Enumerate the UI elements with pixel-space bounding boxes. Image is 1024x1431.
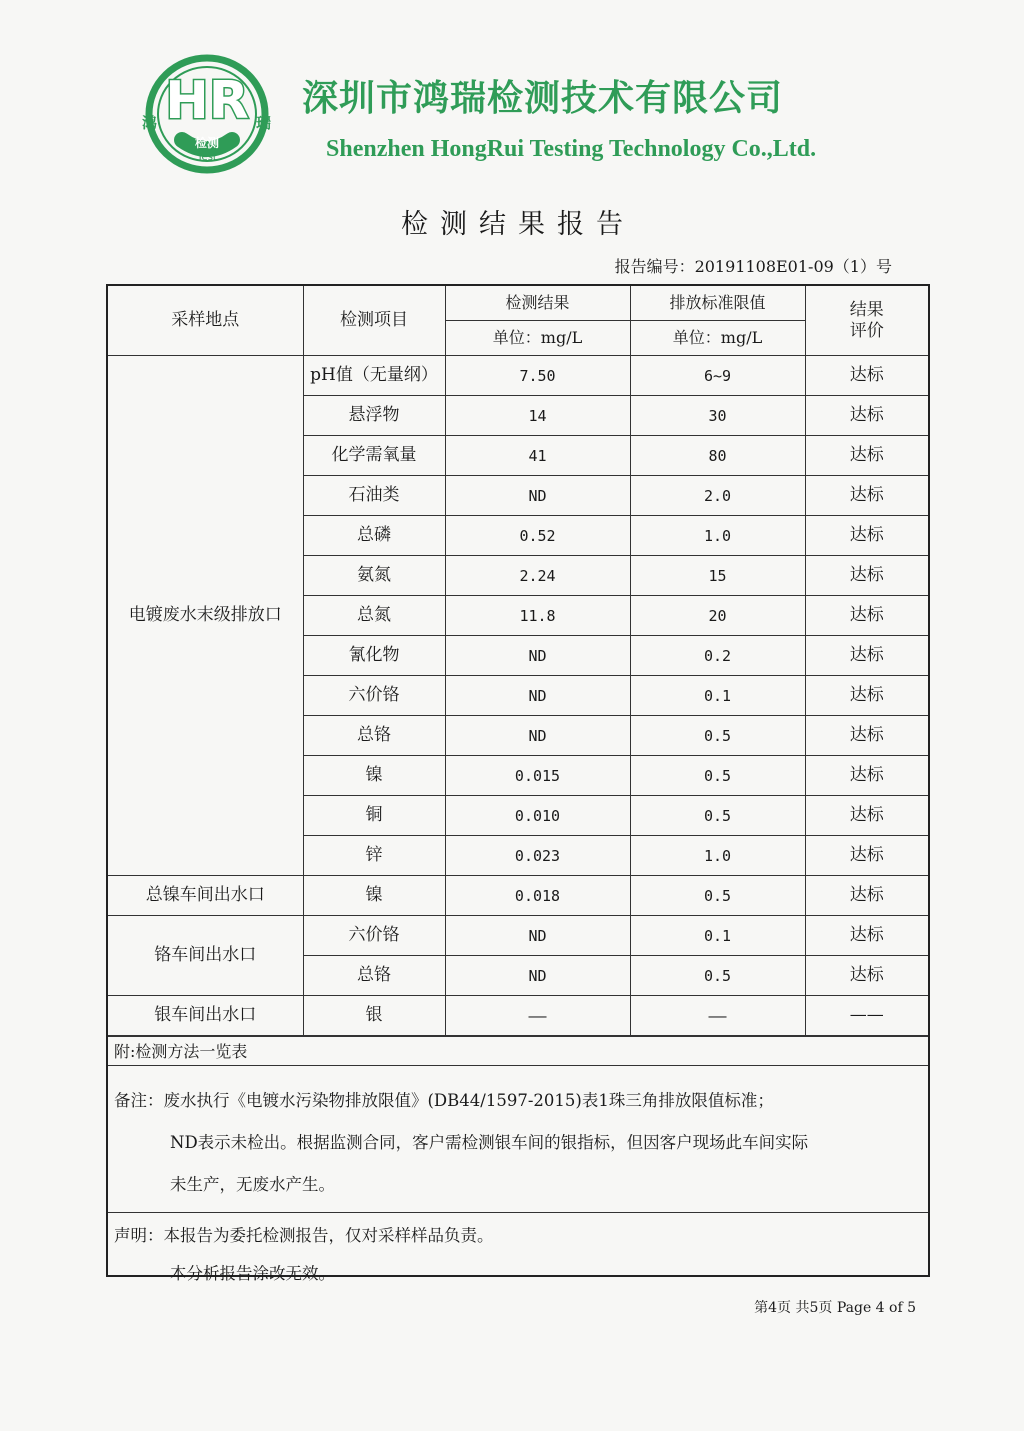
cell-limit: 2.0 <box>630 476 805 516</box>
cell-evaluation: 达标 <box>805 436 928 476</box>
cell-limit: 0.5 <box>630 756 805 796</box>
cell-result: 0.010 <box>445 796 630 836</box>
cell-result: ND <box>445 916 630 956</box>
results-table <box>108 286 928 1036</box>
cell-item: 氨氮 <box>303 556 445 596</box>
cell-result: ND <box>445 956 630 996</box>
cell-result: ND <box>445 716 630 756</box>
header-limit: 排放标准限值 <box>630 286 805 321</box>
cell-result: 7.50 <box>445 356 630 396</box>
cell-limit: 0.1 <box>630 676 805 716</box>
notes-section <box>108 1036 928 1301</box>
header-location: 采样地点 <box>108 286 303 356</box>
cell-evaluation: 达标 <box>805 516 928 556</box>
results-table-body <box>108 286 928 1036</box>
cell-item: 氰化物 <box>303 636 445 676</box>
cell-result: 11.8 <box>445 596 630 636</box>
cell-limit: —— <box>630 996 805 1036</box>
svg-text:Test: Test <box>197 152 217 163</box>
appendix-note: 附:检测方法一览表 <box>108 1037 928 1066</box>
declaration-block <box>108 1213 928 1301</box>
cell-evaluation: 达标 <box>805 876 928 916</box>
company-logo <box>138 50 276 178</box>
svg-text:瑞: 瑞 <box>256 114 272 132</box>
report-number: 报告编号：20191108E01-09（1）号 <box>614 257 892 276</box>
cell-item: pH值（无量纲） <box>303 356 445 396</box>
header-limit-unit: 单位：mg/L <box>630 321 805 356</box>
cell-item: 石油类 <box>303 476 445 516</box>
cell-evaluation: 达标 <box>805 836 928 876</box>
cell-item: 锌 <box>303 836 445 876</box>
cell-limit: 0.1 <box>630 916 805 956</box>
header-item: 检测项目 <box>303 286 445 356</box>
header-result: 检测结果 <box>445 286 630 321</box>
cell-evaluation: —— <box>805 996 928 1036</box>
table-row <box>108 996 928 1036</box>
results-sheet <box>106 284 930 1283</box>
svg-text:检测: 检测 <box>194 136 220 150</box>
cell-item: 铜 <box>303 796 445 836</box>
cell-item: 镍 <box>303 876 445 916</box>
cell-item: 六价铬 <box>303 676 445 716</box>
cell-limit: 0.5 <box>630 716 805 756</box>
cell-limit: 15 <box>630 556 805 596</box>
cell-result: 0.018 <box>445 876 630 916</box>
cell-limit: 0.5 <box>630 956 805 996</box>
declaration-text-1: 本报告为委托检测报告，仅对采样样品负责。 <box>163 1226 494 1245</box>
cell-limit: 1.0 <box>630 836 805 876</box>
cell-limit: 1.0 <box>630 516 805 556</box>
cell-result: 0.023 <box>445 836 630 876</box>
declaration-label: 声明： <box>114 1226 164 1245</box>
cell-result: ND <box>445 676 630 716</box>
remarks-text-1: 废水执行《电镀水污染物排放限值》(DB44/1597-2015)表1珠三角排放限值标准； <box>163 1091 774 1110</box>
declaration-line-2: 本分析报告涂改无效。 <box>170 1264 335 1283</box>
cell-evaluation: 达标 <box>805 716 928 756</box>
cell-result: 0.015 <box>445 756 630 796</box>
cell-evaluation: 达标 <box>805 756 928 796</box>
cell-result: 14 <box>445 396 630 436</box>
cell-evaluation: 达标 <box>805 956 928 996</box>
cell-evaluation: 达标 <box>805 796 928 836</box>
remarks-line-2: ND表示未检出。根据监测合同，客户需检测银车间的银指标，但因客户现场此车间实际 <box>170 1133 809 1152</box>
cell-limit: 0.5 <box>630 876 805 916</box>
table-header-row <box>108 286 928 321</box>
report-title: 检测结果报告 <box>401 209 635 240</box>
cell-item: 总氮 <box>303 596 445 636</box>
cell-item: 化学需氧量 <box>303 436 445 476</box>
cell-evaluation: 达标 <box>805 636 928 676</box>
cell-location: 铬车间出水口 <box>108 916 303 996</box>
remarks-line-1 <box>114 1080 922 1122</box>
cell-location: 总镍车间出水口 <box>108 876 303 916</box>
cell-evaluation: 达标 <box>805 916 928 956</box>
company-name-en: Shenzhen HongRui Testing Technology Co.,Ltd. <box>326 136 817 162</box>
company-name-cn: 深圳市鸿瑞检测技术有限公司 <box>302 78 784 119</box>
cell-evaluation: 达标 <box>805 356 928 396</box>
remarks-label: 备注： <box>114 1091 164 1110</box>
cell-result: —— <box>445 996 630 1036</box>
cell-limit: 0.5 <box>630 796 805 836</box>
cell-item: 悬浮物 <box>303 396 445 436</box>
table-row <box>108 916 928 956</box>
cell-item: 银 <box>303 996 445 1036</box>
cell-evaluation: 达标 <box>805 676 928 716</box>
remarks-line-3: 未生产，无废水产生。 <box>170 1175 335 1194</box>
cell-result: ND <box>445 476 630 516</box>
cell-location: 电镀废水末级排放口 <box>108 356 303 876</box>
svg-text:HR: HR <box>165 71 249 131</box>
cell-result: 2.24 <box>445 556 630 596</box>
cell-location: 银车间出水口 <box>108 996 303 1036</box>
cell-item: 总铬 <box>303 956 445 996</box>
cell-item: 总铬 <box>303 716 445 756</box>
cell-item: 总磷 <box>303 516 445 556</box>
cell-evaluation: 达标 <box>805 596 928 636</box>
page-footer: 第4页 共5页 Page 4 of 5 <box>754 1300 916 1316</box>
cell-result: 0.52 <box>445 516 630 556</box>
cell-limit: 20 <box>630 596 805 636</box>
header-evaluation: 结果评价 <box>805 286 928 356</box>
remarks-block <box>108 1066 928 1213</box>
cell-result: ND <box>445 636 630 676</box>
cell-limit: 6~9 <box>630 356 805 396</box>
svg-text:鸿: 鸿 <box>142 114 158 132</box>
declaration-line-1 <box>114 1217 922 1255</box>
table-row <box>108 876 928 916</box>
header-result-unit: 单位：mg/L <box>445 321 630 356</box>
cell-item: 镍 <box>303 756 445 796</box>
cell-limit: 80 <box>630 436 805 476</box>
cell-item: 六价铬 <box>303 916 445 956</box>
cell-evaluation: 达标 <box>805 476 928 516</box>
cell-evaluation: 达标 <box>805 396 928 436</box>
cell-evaluation: 达标 <box>805 556 928 596</box>
cell-limit: 0.2 <box>630 636 805 676</box>
cell-result: 41 <box>445 436 630 476</box>
table-row <box>108 356 928 396</box>
cell-limit: 30 <box>630 396 805 436</box>
